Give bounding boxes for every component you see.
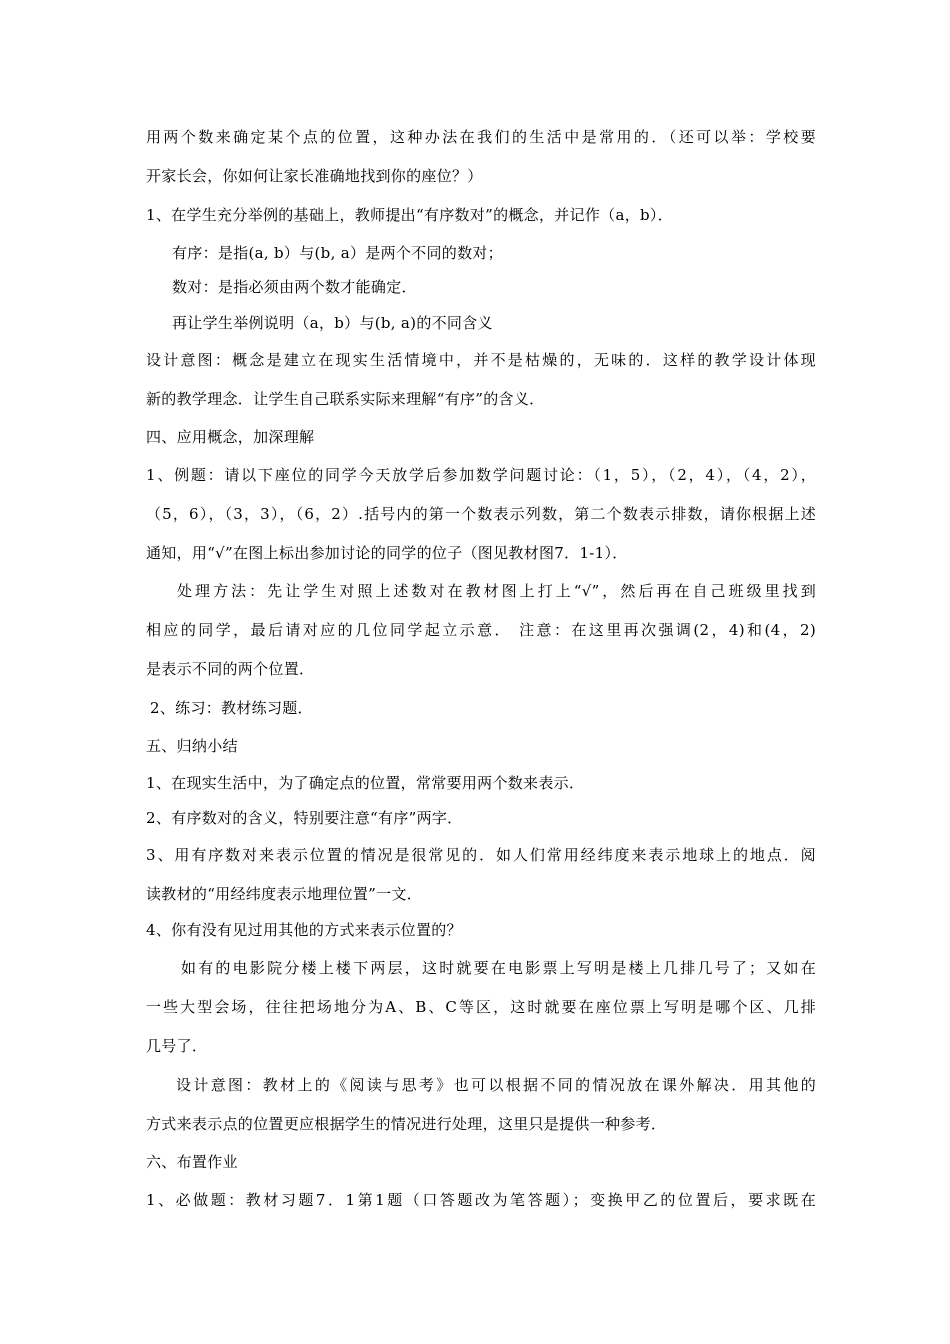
text-line: 再让学生举例说明（a，b）与(b, a)的不同含义 xyxy=(172,314,493,332)
text-line: （5，6），（3，3），（6，2）.括号内的第一个数表示列数，第二个数表示排数，请你根据上述 xyxy=(146,505,816,523)
text-line: 方式来表示点的位置更应根据学生的情况进行处理，这里只是提供一种参考． xyxy=(146,1115,667,1133)
text-line: 是表示不同的两个位置． xyxy=(146,660,315,678)
text-line: 1、在现实生活中，为了确定点的位置，常常要用两个数来表示． xyxy=(146,774,585,792)
text-line: 4、你有没有见过用其他的方式来表示位置的？ xyxy=(146,921,462,939)
text-line: 设计意图：概念是建立在现实生活情境中，并不是枯燥的，无味的．这样的教学设计体现 xyxy=(146,351,816,369)
text-line: 处理方法：先让学生对照上述数对在教材图上打上“√”，然后再在自己班级里找到 xyxy=(177,582,816,600)
text-line: 2、有序数对的含义，特别要注意“有序”两字． xyxy=(146,809,463,827)
text-line: 1、在学生充分举例的基础上，教师提出“有序数对”的概念，并记作（a，b）． xyxy=(146,206,674,224)
text-line: 用两个数来确定某个点的位置，这种办法在我们的生活中是常用的．（还可以举：学校要 xyxy=(146,128,816,146)
text-line: 相应的同学，最后请对应的几位同学起立示意． 注意：在这里再次强调(2，4)和(4，2) xyxy=(146,621,816,639)
text-line: 几号了． xyxy=(146,1037,208,1055)
text-line: 一些大型会场，往往把场地分为A、B、C等区，这时就要在座位票上写明是哪个区、几排 xyxy=(146,998,816,1016)
section-heading: 四、应用概念，加深理解 xyxy=(146,428,315,446)
text-line: 通知，用“√”在图上标出参加讨论的同学的位子（图见教材图7．1-1）． xyxy=(146,544,628,562)
text-line: 开家长会，你如何让家长准确地找到你的座位？） xyxy=(146,167,483,185)
text-line: 1、例题：请以下座位的同学今天放学后参加数学问题讨论：（1，5），（2，4），（4，2）， xyxy=(146,466,816,484)
text-line: 有序：是指(a, b）与(b, a）是两个不同的数对； xyxy=(172,244,503,262)
text-line: 2、练习：教材练习题． xyxy=(150,699,313,717)
text-line: 如有的电影院分楼上楼下两层，这时就要在电影票上写明是楼上几排几号了；又如在 xyxy=(181,959,816,977)
text-line: 设计意图：教材上的《阅读与思考》也可以根据不同的情况放在课外解决．用其他的 xyxy=(176,1076,816,1094)
text-line: 3、用有序数对来表示位置的情况是很常见的．如人们常用经纬度来表示地球上的地点．阅 xyxy=(146,846,816,864)
text-line: 数对：是指必须由两个数才能确定． xyxy=(172,278,417,296)
text-line: 1、必做题：教材习题7．1第1题（口答题改为笔答题）；变换甲乙的位置后，要求既在 xyxy=(146,1191,816,1209)
text-line: 新的教学理念．让学生自己联系实际来理解“有序”的含义． xyxy=(146,390,545,408)
section-heading: 六、布置作业 xyxy=(146,1153,238,1171)
text-line: 读教材的“用经纬度表示地理位置”一文． xyxy=(146,885,423,903)
section-heading: 五、归纳小结 xyxy=(146,737,238,755)
